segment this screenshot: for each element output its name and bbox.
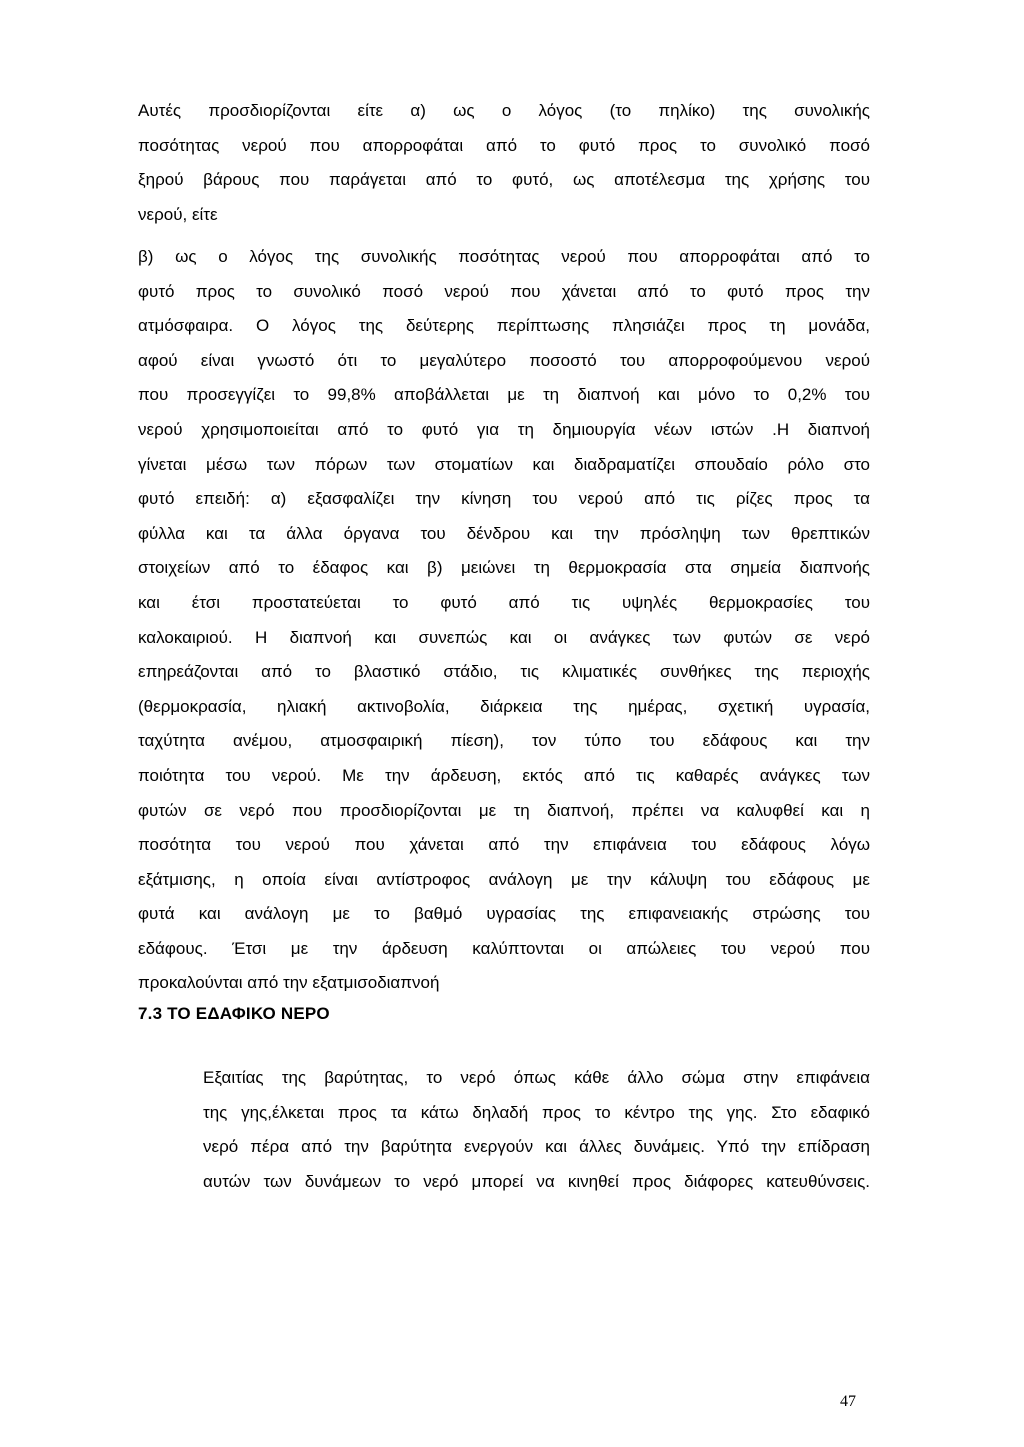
text-line: της γης,έλκεται προς τα κάτω δηλαδή προς το κέντρο της γης. Στο εδαφικό [203,1102,870,1122]
text-line: αυτών των δυνάμεων το νερό μπορεί να κινηθεί προς διάφορες κατευθύνσεις. [203,1171,870,1191]
text-line: και έτσι προστατεύεται το φυτό από τις υψηλές θερμοκρασίες του [138,592,870,612]
text-line: που προσεγγίζει το 99,8% αποβάλλεται με τη διαπνοή και μόνο το 0,2% του [138,385,870,405]
paragraph-3 [203,1061,870,1199]
text-line: νερό πέρα από την βαρύτητα ενεργούν και άλλες δυνάμεις. Υπό την επίδραση [203,1137,870,1157]
text-line: ατμόσφαιρα. Ο λόγος της δεύτερης περίπτωσης πλησιάζει προς τη μονάδα, [138,316,870,336]
page-number: 47 [840,1393,856,1410]
text-line: φυτό προς το συνολικό ποσό νερού που χάνεται από το φυτό προς την [138,281,870,301]
text-line: φυτά και ανάλογη με το βαθμό υγρασίας της επιφανειακής στρώσης του [138,904,870,924]
text-line: ταχύτητα ανέμου, ατμοσφαιρική πίεση), τον τύπο του εδάφους και την [138,731,870,751]
text-line: φυτών σε νερό που προσδιορίζονται με τη διαπνοή, πρέπει να καλυφθεί και η [138,800,870,820]
text-line: β) ως ο λόγος της συνολικής ποσότητας νερού που απορροφάται από το [138,247,870,266]
text-line: στοιχείων από το έδαφος και β) μειώνει τη θερμοκρασία στα σημεία διαπνοής [138,558,870,578]
text-line: φύλλα και τα άλλα όργανα του δένδρου και την πρόσληψη των θρεπτικών [138,523,870,543]
text-line: καλοκαιριού. Η διαπνοή και συνεπώς και οι ανάγκες των φυτών σε νερό [138,627,870,647]
text-line: Εξαιτίας της βαρύτητας, το νερό όπως κάθε άλλο σώμα στην επιφάνεια [203,1068,870,1087]
text-line: εδάφους. Έτσι με την άρδευση καλύπτονται οι απώλειες του νερού που [138,938,870,958]
text-line: προκαλούνται από την εξατμισοδιαπνοή [138,973,440,993]
text-line: ποιότητα του νερού. Με την άρδευση, εκτός από τις καθαρές ανάγκες των [138,765,870,785]
text-line: επηρεάζονται από το βλαστικό στάδιο, τις κλιματικές συνθήκες της περιοχής [138,662,870,682]
text-line: νερού χρησιμοποιείται από το φυτό για τη δημιουργία νέων ιστών .Η διαπνοή [138,419,870,439]
section-heading: 7.3 ΤΟ ΕΔΑΦΙΚΟ ΝΕΡΟ [138,1004,330,1023]
text-line: Αυτές προσδιορίζονται είτε α) ως ο λόγος (το πηλίκο) της συνολικής [138,101,870,120]
text-line: ξηρού βάρους που παράγεται από το φυτό, ως αποτέλεσμα της χρήσης του [138,170,870,190]
text-line: αφού είναι γνωστό ότι το μεγαλύτερο ποσοστό του απορροφούμενου νερού [138,350,870,370]
text-line: φυτό επειδή: α) εξασφαλίζει την κίνηση του νερού από τις ρίζες προς τα [138,489,870,509]
text-line: νερού, είτε [138,204,218,224]
text-line: ποσότητα του νερού που χάνεται από την επιφάνεια του εδάφους λόγω [138,835,870,855]
text-line: ποσότητας νερού που απορροφάται από το φυτό προς το συνολικό ποσό [138,135,870,155]
paragraph-1 [138,94,870,232]
text-line: γίνεται μέσω των πόρων των στοματίων και διαδραματίζει σπουδαίο ρόλο στο [138,454,870,474]
text-line: (θερμοκρασία, ηλιακή ακτινοβολία, διάρκεια της ημέρας, σχετική υγρασία, [138,696,870,716]
text-line: εξάτμισης, η οποία είναι αντίστροφος ανάλογη με την κάλυψη του εδάφους με [138,869,870,889]
paragraph-2 [138,240,870,1001]
